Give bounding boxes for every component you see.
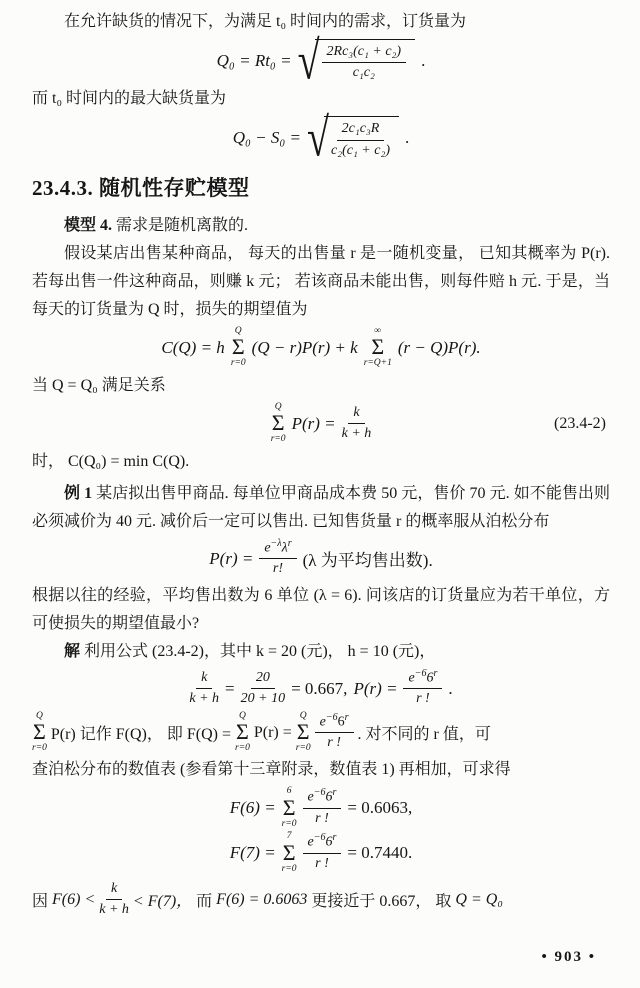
fraction-denominator: 20 + 10 xyxy=(240,691,286,707)
conclusion-math: Q = Q₀ xyxy=(455,890,503,908)
fraction-numerator xyxy=(259,539,296,560)
equation-lhs: F(7) = xyxy=(229,843,276,863)
sigma-icon: Σ xyxy=(231,334,245,360)
equation-middle: P(r) = xyxy=(291,413,336,433)
example-text: 某店拟出售甲商品. 每单位甲商品成本费 50 元，售价 70 元. 如不能售出则必须减价为 40 元. 减价后一定可以售出. 已知售货量 r 的概率服从泊松分布 xyxy=(32,484,610,530)
radical-sign-icon: √ xyxy=(297,29,320,91)
equation-tail: . xyxy=(421,50,426,70)
equation-lhs: P(r) = xyxy=(209,548,254,568)
math-exponent: −6 xyxy=(313,787,326,799)
sum-upper-limit: 7 xyxy=(286,831,292,842)
model-line xyxy=(32,212,610,240)
conclusion-math: F(6) < xyxy=(52,890,96,908)
fraction-numerator xyxy=(303,788,342,809)
math-base: 6 xyxy=(325,790,333,806)
sum-lower-limit: r=0 xyxy=(295,742,311,753)
fraction-denominator: r! xyxy=(272,561,284,577)
fraction xyxy=(342,404,372,443)
fraction xyxy=(315,713,354,753)
fraction-numerator: k xyxy=(196,669,212,689)
square-root xyxy=(307,107,399,168)
equation-ratio xyxy=(32,669,610,709)
model-text: 需求是随机离散的. xyxy=(112,216,249,234)
fraction xyxy=(189,669,219,708)
fraction-numerator: 20 xyxy=(251,669,275,689)
sum-upper-limit: Q xyxy=(238,710,246,721)
summation xyxy=(364,327,392,369)
equation-result: = 0.6063, xyxy=(347,798,413,818)
math-exponent: −6 xyxy=(325,711,338,723)
setup-paragraph: 假设某店出售某种商品， 每天的出售量 r 是一随机变量， 已知其概率为 P(r). 若每出售一件这种商品，则赚 k 元； 若该商品未能出售，则每件赔 h 元. 于是，当每天的订货量为 Q 时，损失的期望值为 xyxy=(32,244,610,318)
math-base: 6 xyxy=(426,670,434,686)
math-base: 6 xyxy=(325,834,333,850)
fraction xyxy=(99,880,129,919)
shortage-intro: 而 t₀ 时间内的最大缺货量为 xyxy=(32,90,227,108)
sum-lower-limit: r=0 xyxy=(270,434,286,445)
sum-lower-limit: r=0 xyxy=(230,358,246,369)
fraction-numerator xyxy=(403,669,442,690)
example-label: 例 1 xyxy=(64,484,93,502)
definition-text: P(r) = xyxy=(253,723,292,741)
math-base: e xyxy=(307,834,314,850)
square-root xyxy=(297,29,416,91)
fraction-denominator: r ! xyxy=(315,856,329,872)
equation-order-quantity xyxy=(32,29,610,91)
equation-tail: . xyxy=(448,678,453,698)
fraction-denominator: k + h xyxy=(189,691,220,707)
fraction xyxy=(303,788,342,828)
math-exponent: r xyxy=(433,667,438,679)
experience-paragraph: 根据以往的经验，平均售出数为 6 单位 (λ = 6). 问该店的订货量应为若干单位，方可使损失的期望值最小? xyxy=(32,586,610,632)
conclusion-math: F(6) = 0.6063 xyxy=(216,890,308,908)
equation-lhs: Q₀ − S₀ = xyxy=(232,128,302,148)
math-exponent: r xyxy=(287,537,292,549)
equation-tail: (λ 为平均售出数). xyxy=(302,551,433,571)
solution-line xyxy=(32,638,610,666)
sigma-icon: Σ xyxy=(33,719,46,745)
summation xyxy=(32,712,47,754)
solution-label: 解 xyxy=(64,642,81,660)
math-base: λ xyxy=(281,540,288,556)
equation-lhs: Q₀ = Rt₀ = xyxy=(216,50,292,70)
summation xyxy=(282,787,297,829)
equation-23-4-2 xyxy=(32,403,610,445)
sum-lower-limit: r=0 xyxy=(281,818,297,829)
definition-text: . 对不同的 r 值，可 xyxy=(357,726,491,744)
root-body xyxy=(315,39,416,82)
fraction-denominator: r ! xyxy=(327,735,341,751)
fraction xyxy=(303,833,342,873)
sum-upper-limit: Q xyxy=(35,710,43,721)
fraction xyxy=(241,669,285,708)
sigma-icon: Σ xyxy=(371,334,385,360)
summation xyxy=(235,712,250,754)
conclusion-text: 因 xyxy=(32,893,49,911)
math-exponent: r xyxy=(332,832,337,844)
fraction-denominator: k + h xyxy=(341,426,372,442)
equation-tail: (r − Q)P(r). xyxy=(397,337,481,357)
math-base: e xyxy=(319,714,326,730)
equation-lhs: C(Q) = h xyxy=(161,337,225,357)
sum-lower-limit: r=0 xyxy=(32,742,47,753)
conclusion-line xyxy=(32,880,610,919)
fraction-denominator: k + h xyxy=(99,902,129,918)
math-exponent: r xyxy=(344,711,349,723)
fraction-denominator: r ! xyxy=(416,691,430,707)
equation-max-shortage xyxy=(32,107,610,168)
sum-upper-limit: ∞ xyxy=(374,325,382,336)
fraction xyxy=(403,669,442,709)
definition-text: P(r) 记作 F(Q)， 即 F(Q) = xyxy=(50,726,231,744)
summation xyxy=(271,403,286,445)
fraction-numerator: 2c₁c₃R xyxy=(337,120,385,140)
sum-lower-limit: r=0 xyxy=(235,742,250,753)
sum-upper-limit: Q xyxy=(234,325,242,336)
sum-lower-limit: r=0 xyxy=(281,863,297,874)
sum-lower-limit: r=Q+1 xyxy=(363,358,392,369)
section-heading: 23.4.3. 随机性存贮模型 xyxy=(32,175,250,200)
fraction-denominator: r ! xyxy=(315,811,329,827)
math-base: 6 xyxy=(337,714,345,730)
sigma-icon: Σ xyxy=(282,839,296,865)
math-base: e xyxy=(408,670,415,686)
numbered-equation xyxy=(32,403,610,445)
conclusion-text: 更接近于 0.667， 取 xyxy=(311,893,452,911)
math-exponent: −6 xyxy=(414,667,427,679)
f-definition-line xyxy=(32,712,610,754)
example-paragraph xyxy=(32,480,610,536)
math-exponent: −λ xyxy=(270,537,282,549)
radical-sign-icon: √ xyxy=(307,107,329,168)
equation-expected-loss xyxy=(32,327,610,369)
equation-middle: (Q − r)P(r) + k xyxy=(251,337,358,357)
intro-paragraph: 在允许缺货的情况下，为满足 t₀ 时间内的需求，订货量为 xyxy=(64,13,467,30)
fraction-numerator xyxy=(315,713,354,734)
conclusion-text: 而 xyxy=(196,893,213,911)
sigma-icon: Σ xyxy=(236,719,249,745)
solution-text: 利用公式 (23.4-2)，其中 k = 20 (元)， h = 10 (元)， xyxy=(80,642,436,660)
sigma-icon: Σ xyxy=(282,794,296,820)
equation-number: (23.4-2) xyxy=(554,414,606,432)
fraction-numerator: k xyxy=(106,880,122,900)
summation xyxy=(231,327,246,369)
equation-poisson xyxy=(32,539,610,579)
fraction-denominator: c₁c₂ xyxy=(352,65,375,81)
equation-f7 xyxy=(32,832,610,874)
sum-upper-limit: Q xyxy=(299,710,307,721)
fraction-numerator: 2Rc₃(c₁ + c₂) xyxy=(322,43,407,63)
sigma-icon: Σ xyxy=(271,410,285,436)
condition-result: 时， C(Q₀) = min C(Q). xyxy=(32,452,190,470)
fraction xyxy=(322,43,407,82)
sum-upper-limit: Q xyxy=(274,401,282,412)
fraction-numerator: k xyxy=(348,404,364,424)
model-label: 模型 4. xyxy=(64,216,113,234)
math-base: e xyxy=(264,540,271,556)
fraction xyxy=(331,120,390,159)
equation-f6 xyxy=(32,787,610,829)
math-exponent: −6 xyxy=(313,832,326,844)
sum-upper-limit: 6 xyxy=(286,786,292,797)
equation-result: = 0.667, xyxy=(291,678,348,698)
equation-lhs: P(r) = xyxy=(353,678,398,698)
equals-sign: = xyxy=(225,678,235,698)
equation-result: = 0.7440. xyxy=(347,843,413,863)
summation xyxy=(296,712,311,754)
fraction xyxy=(259,539,296,579)
math-exponent: r xyxy=(332,787,337,799)
table-lookup-line: 查泊松分布的数值表 (参看第十三章附录，数值表 1) 再相加，可求得 xyxy=(32,761,511,779)
fraction-numerator xyxy=(303,833,342,854)
condition-line: 当 Q = Q₀ 满足关系 xyxy=(32,376,166,394)
equation-lhs: F(6) = xyxy=(229,798,276,818)
conclusion-math: < F(7)， xyxy=(132,893,193,911)
math-base: e xyxy=(307,790,314,806)
fraction-denominator: c₂(c₁ + c₂) xyxy=(330,142,390,158)
root-body xyxy=(324,116,399,159)
equation-tail: . xyxy=(405,128,410,148)
page-number: • 903 • xyxy=(541,949,596,965)
sigma-icon: Σ xyxy=(296,719,310,745)
summation xyxy=(282,832,297,874)
